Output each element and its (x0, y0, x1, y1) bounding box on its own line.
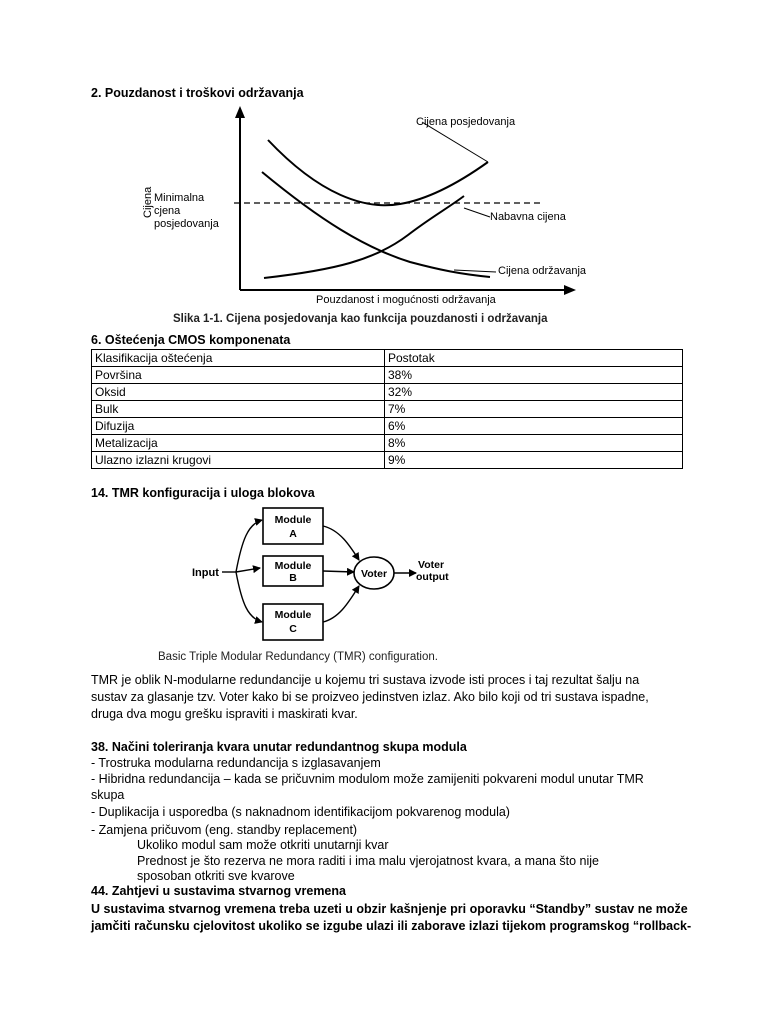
table-row (92, 435, 683, 452)
curve-maintenance-cost (262, 172, 490, 277)
s38-list-item: skupa (91, 788, 125, 802)
table-cell: 9% (385, 452, 683, 469)
table-header-row (92, 350, 683, 367)
maintenance-cost-label: Cijena održavanja (498, 265, 587, 277)
module-b-box (263, 556, 323, 586)
leader-ownership (422, 122, 488, 162)
s38-sub-item: sposoban otkriti sve kvarove (137, 869, 295, 883)
table-cell: Ulazno izlazni krugovi (92, 452, 385, 469)
module-a-letter: A (289, 528, 297, 540)
s38-sub-item: Ukoliko modul sam može otkriti unutarnji kvar (137, 838, 389, 852)
tmr-caption: Basic Triple Modular Redundancy (TMR) configuration. (158, 651, 438, 663)
table-row (92, 367, 683, 384)
table-cell: 8% (385, 435, 683, 452)
table-header-cell: Postotak (385, 350, 683, 367)
graph-y-label: Cijena (142, 186, 154, 218)
curve-purchase-cost (264, 196, 464, 278)
module-b-word: Module (274, 560, 312, 572)
cost-reliability-graph (130, 100, 590, 330)
s38-list-item: - Duplikacija i usporedba (s naknadnom identifikacijom pokvarenog modula) (91, 805, 510, 819)
s38-list-item: - Zamjena pričuvom (eng. standby replacement) (91, 823, 358, 837)
tmr-text-line: sustav za glasanje tzv. Voter kako bi se proizveo jedinstven izlaz. Ako bilo koji od tri sustava ispadne, (91, 690, 649, 704)
graph-x-arrow (564, 285, 576, 295)
tmr-text-line: druga dva mogu grešku ispraviti i maskirati kvar. (91, 707, 358, 721)
module-a-box (263, 508, 323, 544)
graph-caption: Slika 1-1. Cijena posjedovanja kao funkcija pouzdanosti i održavanja (173, 313, 548, 325)
table-cell: Difuzija (92, 418, 385, 435)
graph-x-label: Pouzdanost i mogućnosti održavanja (316, 294, 496, 306)
table-cell: Bulk (92, 401, 385, 418)
input-arrow-c (236, 572, 262, 622)
table-row (92, 418, 683, 435)
section-14-heading: 14. TMR konfiguracija i uloga blokova (91, 486, 315, 500)
module-c-letter: C (289, 623, 297, 635)
min-label-line2: cjena (154, 205, 181, 217)
arrow-c-voter (323, 586, 359, 622)
s38-list-item: - Hibridna redundancija – kada se pričuvnim modulom može zamijeniti pokvareni modul unutar TMR (91, 772, 644, 786)
section-2-heading: 2. Pouzdanost i troškovi održavanja (91, 86, 304, 100)
s44-text-line: jamčiti računsku cjelovitost ukoliko se izgube ulazi ili zaborave izlazi tijekom programskog “rollback- (91, 919, 692, 933)
voter-label: Voter (360, 568, 388, 580)
table-cell: 7% (385, 401, 683, 418)
cmos-damage-table (91, 349, 683, 469)
leader-maintenance (454, 270, 496, 272)
module-b-letter: B (289, 572, 297, 584)
arrow-a-voter (323, 526, 359, 560)
tmr-text-line: TMR je oblik N-modularne redundancije u kojemu tri sustava izvode isti proces i taj rezultat šalju na (91, 673, 640, 687)
table-row (92, 384, 683, 401)
table-cell: Oksid (92, 384, 385, 401)
voter-output-label-1: Voter (418, 559, 445, 571)
table-cell: 32% (385, 384, 683, 401)
purchase-cost-label: Nabavna cijena (490, 211, 566, 223)
section-38-heading: 38. Načini toleriranja kvara unutar redundantnog skupa modula (91, 740, 467, 754)
curve-ownership-cost (268, 140, 488, 205)
s44-text-line: U sustavima stvarnog vremena treba uzeti u obzir kašnjenje pri oporavku “Standby” sustav ne može (91, 902, 688, 916)
arrow-b-voter (323, 571, 354, 572)
section-44-heading: 44. Zahtjevi u sustavima stvarnog vremena (91, 884, 346, 898)
table-row (92, 452, 683, 469)
table-row (92, 401, 683, 418)
min-label-line1: Minimalna (154, 192, 205, 204)
table-cell: Metalizacija (92, 435, 385, 452)
tmr-diagram (150, 500, 520, 670)
table-cell: Površina (92, 367, 385, 384)
module-c-word: Module (274, 609, 312, 621)
section-6-heading: 6. Oštećenja CMOS komponenata (91, 333, 291, 347)
table-cell: 38% (385, 367, 683, 384)
module-c-box (263, 604, 323, 640)
voter-output-label-2: output (416, 571, 449, 583)
min-label-line3: posjedovanja (154, 218, 219, 230)
table-cell: 6% (385, 418, 683, 435)
ownership-cost-label: Cijena posjedovanja (416, 116, 516, 128)
input-arrow-b (236, 568, 260, 572)
s38-list-item: - Trostruka modularna redundancija s izglasavanjem (91, 756, 381, 770)
graph-y-arrow (235, 106, 245, 118)
table-header-cell: Klasifikacija oštećenja (92, 350, 385, 367)
leader-purchase (464, 208, 490, 217)
input-arrow-a (236, 520, 262, 572)
module-a-word: Module (274, 514, 312, 526)
tmr-input-label: Input (192, 567, 219, 579)
s38-sub-item: Prednost je što rezerva ne mora raditi i ima malu vjerojatnost kvara, a mana što nije (137, 854, 600, 868)
